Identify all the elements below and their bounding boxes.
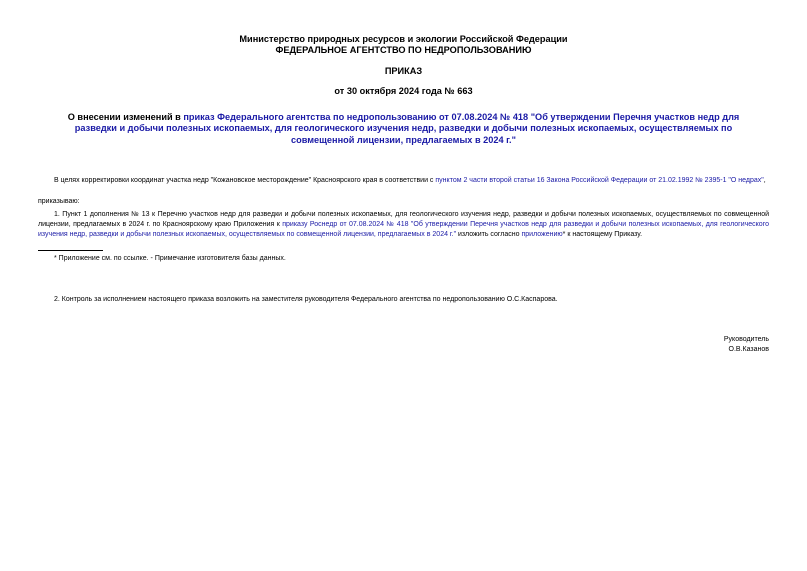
agency-name: ФЕДЕРАЛЬНОЕ АГЕНТСТВО ПО НЕДРОПОЛЬЗОВАНИЮ (275, 45, 532, 55)
order-keyword: приказываю: (38, 198, 80, 206)
title-prefix: О внесении изменений в (67, 112, 184, 122)
item1-text-a: 1. Пункт 1 дополнения № 13 к Перечню участков недр для разведки и добычи полезных ископаемых, для геологического изучения недр, разведки и добычи полезных ископаемых, осуществляемых по совмещенной лицензии, предлагаемых в 2024 г. по Красноярскому краю Приложения к (38, 210, 769, 228)
document-type: ПРИКАЗ (384, 66, 423, 76)
signature-position: Руководитель (723, 335, 769, 343)
footnote-divider (38, 250, 103, 251)
title-order-link[interactable]: приказ Федерального агентства по недропользованию от 07.08.2024 № 418 "Об утверждении Перечня участков недр для разведки и добычи полезных ископаемых, для геологического изучения недр, разведки и добычи полезных ископаемых, осуществляемых по совмещенной лицензии, предлагаемых в 2024 г." (74, 112, 740, 145)
preamble-text: В целях корректировки координат участка недр "Кожановское месторождение" Красноярского края в соответствии с (54, 177, 436, 185)
signature-name: О.В.Казанов (728, 345, 769, 353)
paragraph-item-2: 2. Контроль за исполнением настоящего приказа возложить на заместителя руководителя Федерального агентства по недропользованию О.С.Каспарова. (54, 296, 558, 304)
rosnedr-order-link[interactable]: приказу Роснедр от 07.08.2024 № 418 "Об утверждении Перечня участков недр для разведки и добычи полезных ископаемых, для геологического изучения недр, разведки и добычи полезных ископаемых, осуществляемых по совмещенной лицензии, предлагаемых в 2024 г." (38, 220, 769, 239)
footnote: * Приложение см. по ссылке. - Примечание изготовителя базы данных. (54, 255, 286, 263)
document-date: от 30 октября 2024 года № 663 (334, 86, 473, 96)
ministry-name: Министерство природных ресурсов и экологии Российской Федерации (239, 34, 568, 44)
appendix-link[interactable]: приложению (521, 231, 563, 239)
paragraph-preamble (38, 176, 769, 186)
document-title (38, 112, 769, 146)
law-article-link[interactable]: пунктом 2 части второй статьи 16 Закона Российской Федерации от 21.02.1992 № 2395-1 "О недрах" (435, 177, 764, 185)
item1-text-c: * к настоящему Приказу. (562, 231, 643, 239)
document-page (38, 34, 769, 355)
signature-block (38, 335, 769, 355)
paragraph-item-1 (38, 210, 769, 241)
item1-text-b: изложить согласно (456, 231, 522, 239)
preamble-end: , (763, 177, 766, 185)
